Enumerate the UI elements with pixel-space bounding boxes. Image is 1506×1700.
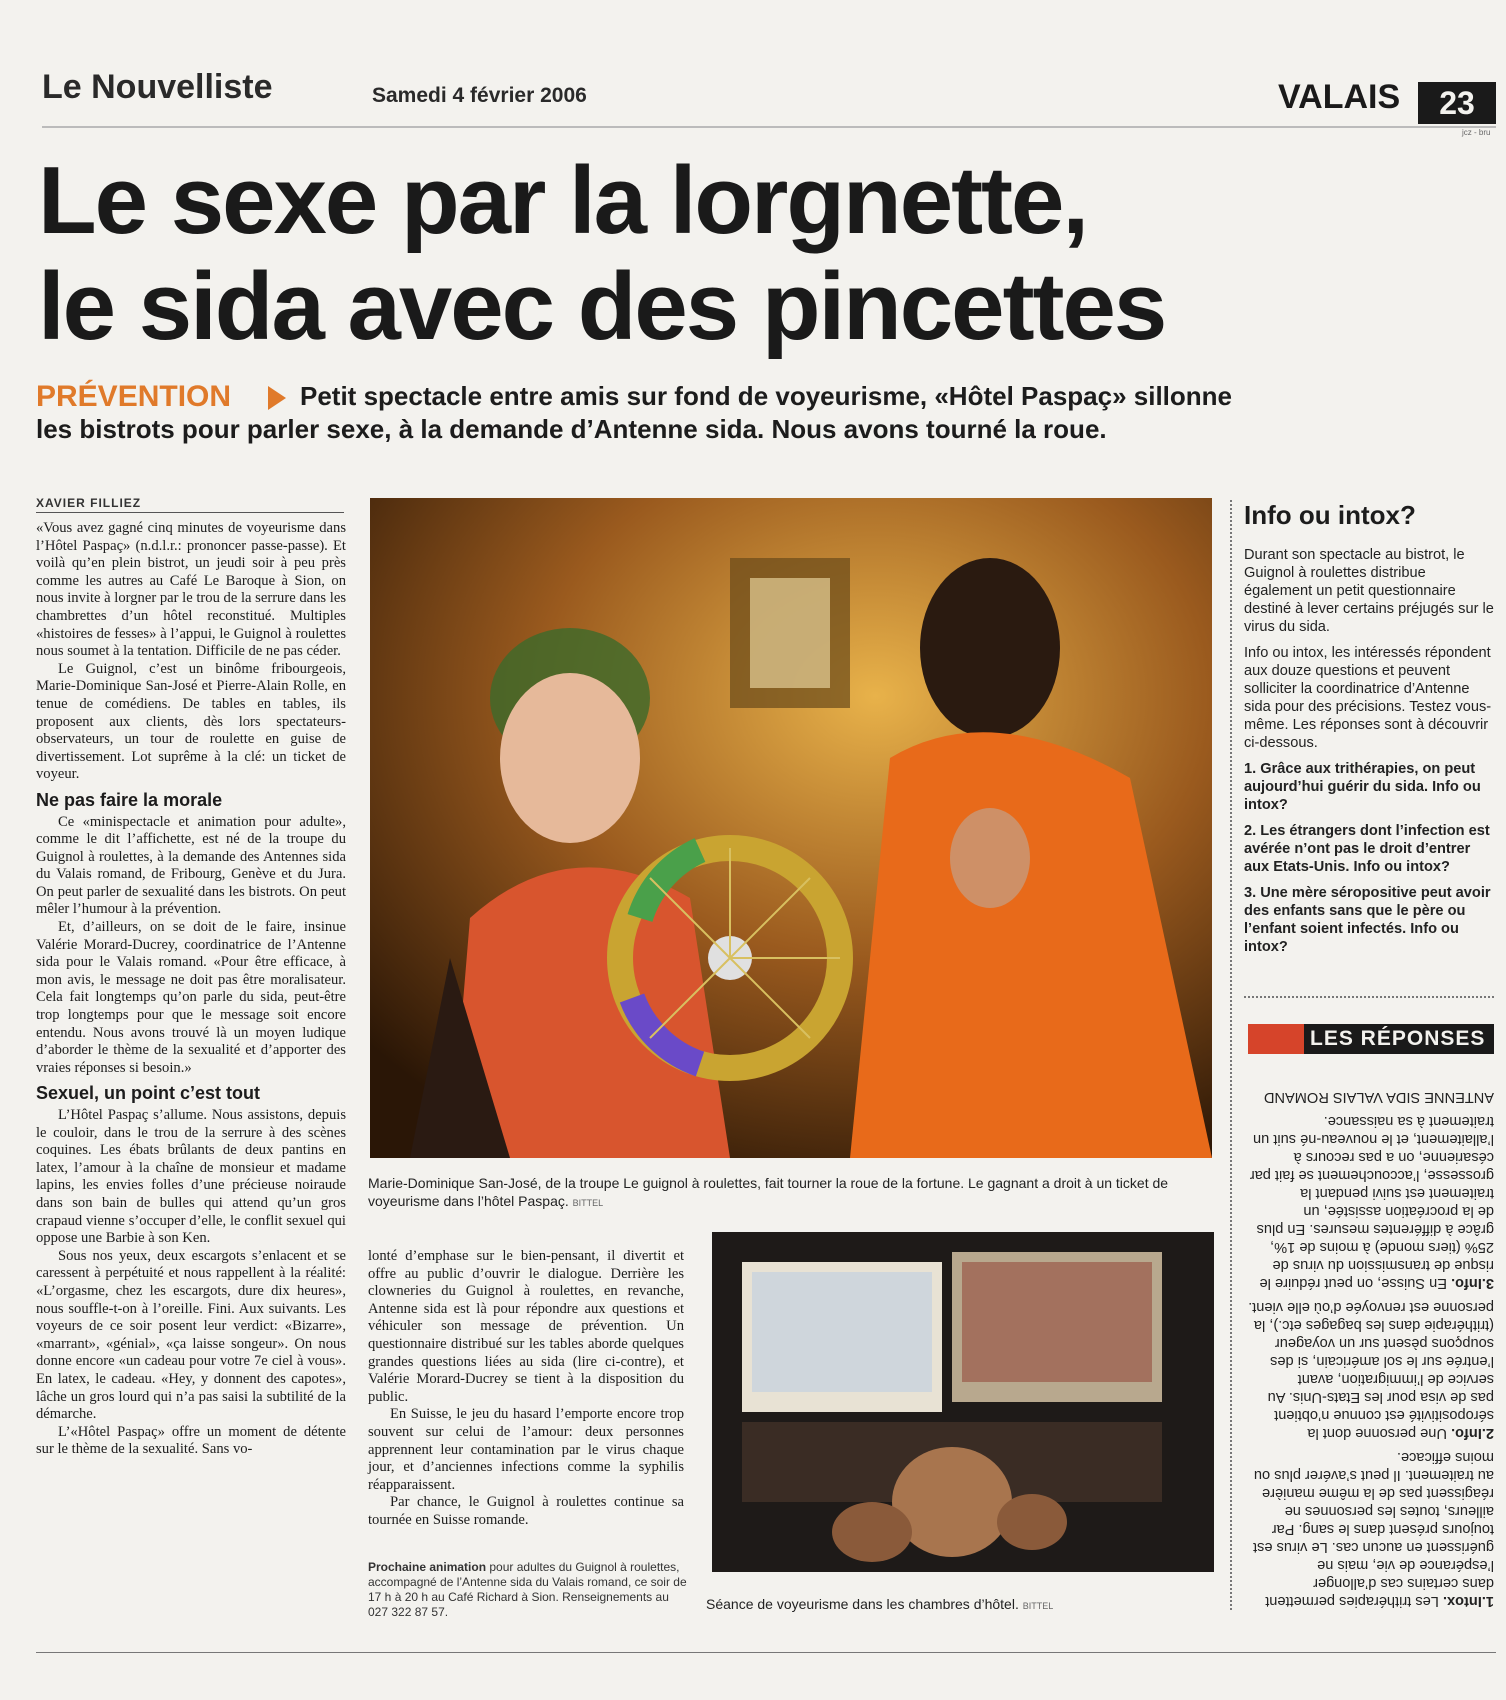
answers-upside-down (1248, 1070, 1494, 1610)
answer-text: Une personne dont la séropositivité est connue n’obtient pas de visa pour les Etats-Unis. Au service de l’immigration, avant l’entrée sur le sol américain, si des soupçons pèsent sur un voyageur (trithérapie dans les bagages etc.), la personne est renvoyée d’où elle vient. (1248, 1299, 1494, 1441)
next-show-label: Prochaine animation (368, 1560, 487, 1574)
subheading: Ne pas faire la morale (36, 789, 223, 810)
paragraph: Et, d’ailleurs, on se doit de le faire, insinue Valérie Morard-Ducrey, coordinatrice de l’Antenne sida pour le Valais romand. «Pour être efficace, à mon avis, le message ne doit pas être moralisateur. Cela fait longtemps qu’on parle du sida, peut-être trop longtemps pour que le message soit encore entendu. Nous avons trouvé là un moyen ludique d’aborder le thème de la sexualité et d’apporter des vraies réponses si besoin.» (36, 919, 346, 1076)
answer-text: Les trithérapies permettent dans certains cas d’allonger l’espérance de vie, mais ne guérissent en aucun cas. Le virus est toujours présent dans le sang. Par ailleurs, toutes les personnes ne réagissent pas de la même manière au traitement. Il peut s’avérer plus ou moins efficace. (1253, 1449, 1494, 1609)
kicker: PRÉVENTION (36, 380, 232, 413)
quiz-question: 1. Grâce aux trithérapies, on peut aujourd’hui guérir du sida. Info ou intox? (1244, 761, 1481, 813)
kicker-arrow-icon (268, 386, 286, 410)
answers-banner-accent (1248, 1024, 1304, 1054)
answer-head: 1.Intox. (1442, 1593, 1494, 1609)
deck-line-2: les bistrots pour parler sexe, à la demande d’Antenne sida. Nous avons tourné la roue. (36, 414, 1107, 444)
caption-text: Séance de voyeurisme dans les chambres d’hôtel. (706, 1596, 1019, 1612)
subheading: Sexuel, un point c’est tout (36, 1083, 261, 1104)
paragraph: Ce «minispectacle et animation pour adulte», comme le dit l’affichette, est né de la troupe du Guignol à roulettes, à la demande des Antennes sida du Valais romand, de Fribourg, Genève et du Jura. On peut parler de sexualité dans les bistrots. On peut mêler l’humour à la prévention. (36, 813, 346, 918)
photo-hotel-rooms (712, 1232, 1214, 1572)
headline (38, 148, 1298, 360)
photo-credit: BITTEL (1022, 1601, 1054, 1611)
answers-label: LES RÉPONSES (1310, 1027, 1486, 1050)
layout-credit: jcz - bru (1462, 128, 1491, 137)
answer-head: 3.Info. (1451, 1275, 1494, 1291)
headline-line-1: Le sexe par la lorgnette, (38, 147, 1088, 254)
photo-illustration (370, 498, 1212, 1158)
sidebar-divider (1230, 500, 1234, 1610)
paragraph: Sous nos yeux, deux escargots s’enlacent et se caressent à perpétuité et nous rappellent à la réalité: «L’orgasme, chez les escargots, dure dix heures», nous souffle-t-on à l’oreille. Fini. Aux suivants. Les voyeurs de ce soir posent leur verdict: «Bizarre», «marrant», «génial», «ça laisse songeur». On nous donne encore «un cadeau pour votre 7e ciel à vous». En latex, le cadeau. «Hey, y donnent des capotes», lâche un gros lourd qui n’a pas saisi la subtilité de la démarche. (36, 1247, 346, 1423)
answer (1248, 1112, 1494, 1292)
answer (1248, 1298, 1494, 1442)
quiz-question: 3. Une mère séropositive peut avoir des enfants sans que le père ou l’enfant soient infectés. Info ou intox? (1244, 885, 1491, 955)
paragraph: L’Hôtel Paspaç s’allume. Nous assistons, depuis le couloir, dans le trou de la serrure à des scènes coquines. Les ébats brûlants de deux pantins en latex, l’amour à la chaîne de monsieur et madame lapins, les envies folles d’une précieuse noiraude dans son bain de bulles qui attend qu’un gros crapaud vienne s’occuper d’elle, le conflit sexuel qui oppose une Barbie à son Ken. (36, 1107, 346, 1247)
bottom-rule (36, 1652, 1496, 1653)
quiz-question: 2. Les étrangers dont l’infection est avérée n’ont pas le droit d’entrer aux Etats-Unis. Info ou intox? (1244, 823, 1490, 875)
newspaper-name: Le Nouvelliste (42, 68, 273, 106)
photo-wheel-of-fortune (370, 498, 1212, 1158)
photo-caption-1 (368, 1174, 1214, 1212)
section-title: VALAIS (1278, 78, 1401, 116)
answer-text: En Suisse, on peut réduire le risque de transmission du virus de 25% (tiers monde) à moins de 1%, grâce à différentes mesures. En plus de la procréation assistée, un traitement est suivi pendant la grossesse, l’accouchement se fait par césarienne, on a pas recours à l’allaitement, et le nouveau-né suit un traitement à sa naissance. (1249, 1113, 1494, 1291)
sidebar-paragraph: Info ou intox, les intéressés répondent aux douze questions et peuvent solliciter la coordinatrice d’Antenne sida pour des précisions. Testez vous-même. Les réponses sont à découvrir ci-dessous. (1244, 645, 1492, 751)
headline-line-2: le sida avec des pincettes (38, 253, 1166, 360)
paragraph: Par chance, le Guignol à roulettes continue sa tournée en Suisse romande. (368, 1494, 684, 1528)
article-column-1 (36, 520, 346, 1459)
sidebar-body (1244, 546, 1494, 964)
answer (1248, 1448, 1494, 1610)
next-show-info (368, 1560, 688, 1620)
next-show-text: pour adultes du Guignol à roulettes, accompagné de l’Antenne sida du Valais romand, ce soir de 17 h à 20 h au Café Richard à Sion. Renseignements au 027 322 87 57. (368, 1560, 687, 1619)
sidebar-paragraph: Durant son spectacle au bistrot, le Guignol à roulettes distribue également un petit questionnaire destiné à lever certains préjugés sur le virus du sida. (1244, 547, 1494, 635)
photo-credit: BITTEL (572, 1198, 604, 1208)
deck-line-1: Petit spectacle entre amis sur fond de voyeurisme, «Hôtel Paspaç» sillonne (300, 381, 1233, 411)
byline-rule (36, 512, 344, 513)
caption-text: Marie-Dominique San-José, de la troupe Le guignol à roulettes, fait tourner la roue de la fortune. Le gagnant a droit à un ticket de voyeurisme dans l’hôtel Paspaç. (368, 1175, 1169, 1209)
answer-head: 2.Info. (1451, 1425, 1494, 1441)
paragraph: «Vous avez gagné cinq minutes de voyeurisme dans l’Hôtel Paspaç» (n.d.l.r.: prononcer passe-passe). Et voilà qu’en plein bistrot, un jeudi soir à peu près comme les autres au Café Le Baroque à Sion, on nous invite à lorgner par le trou de la serrure dans les chambrettes d’un hôtel reconstitué. Multiples «histoires de fesses» à l’appui, le Guignol à roulettes nous soumet à la tentation. Difficile de ne pas céder. (36, 520, 346, 660)
answer-source: ANTENNE SIDA VALAIS ROMAND (1263, 1089, 1494, 1105)
paragraph: Le Guignol, c’est un binôme fribourgeois, Marie-Dominique San-José et Pierre-Alain Rolle, en tenue de comédiens. De tables en tables, ils proposent aux clients, dès lors spectateurs-observateurs, un tour de roulette en guise de divertissement. Lot suprême à la clé: un ticket de voyeur. (36, 660, 346, 783)
top-rule (42, 126, 1496, 128)
article-column-2 (368, 1248, 684, 1530)
photo-caption-2 (706, 1596, 1216, 1612)
paragraph: En Suisse, le jeu du hasard l’emporte encore trop souvent sur celui de l’amour: deux personnes apprennent leur contamination par le virus chaque jour, et d’anciennes infections comme la syphilis réapparaissent. (368, 1406, 684, 1493)
author-byline: XAVIER FILLIEZ (36, 496, 142, 510)
paragraph: L’«Hôtel Paspaç» offre un moment de détente sur le thème de la sexualité. Sans vo- (36, 1423, 346, 1458)
photo-illustration-2 (712, 1232, 1214, 1572)
paragraph: lonté d’emphase sur le bien-pensant, il divertit et offre au public d’ouvrir le dialogue. Derrière les clowneries du Guignol à roulettes, en revanche, Antenne sida est là pour répondre aux questions et véhiculer son message de prévention. Un questionnaire distribué sur les tables aborde quelques grandes questions liées au sida (lire ci-contre), et Valérie Morard-Ducrey se tient à la disposition du public. (368, 1248, 684, 1405)
sidebar-title: Info ou intox? (1244, 500, 1416, 530)
issue-date: Samedi 4 février 2006 (372, 84, 587, 107)
sidebar-separator (1244, 996, 1494, 998)
page-number: 23 (1418, 82, 1496, 124)
